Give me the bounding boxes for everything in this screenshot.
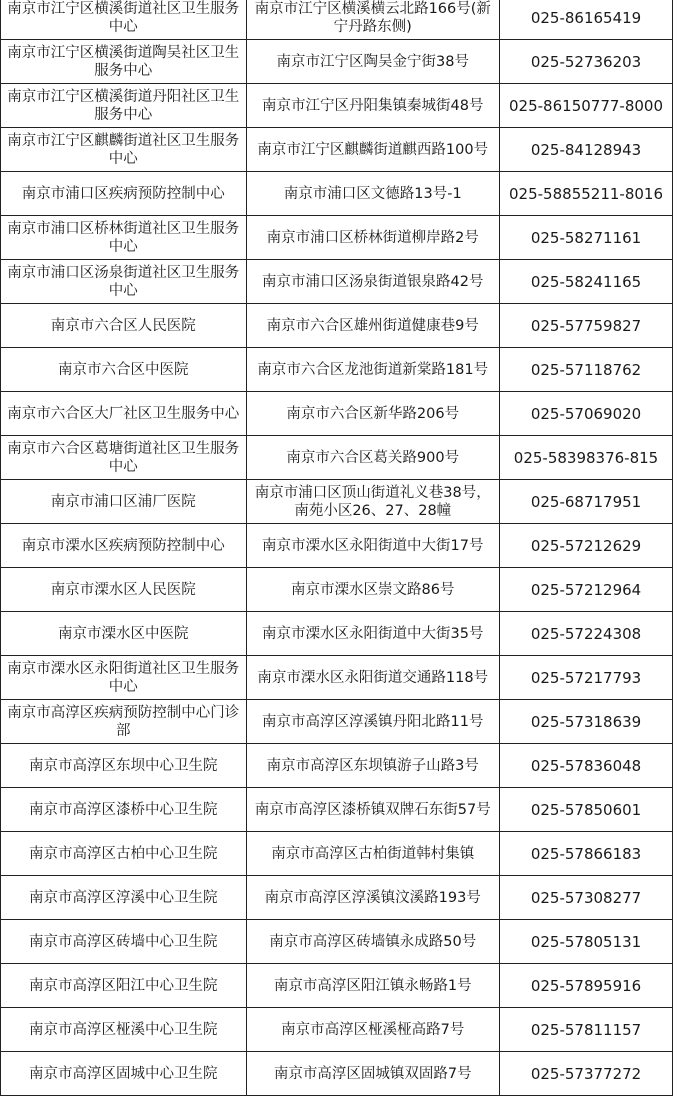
phone-cell: 025-57759827 <box>500 304 673 348</box>
facility-name-cell: 南京市高淳区砖墙中心卫生院 <box>1 920 247 964</box>
facility-name-cell: 南京市高淳区古柏中心卫生院 <box>1 832 247 876</box>
facility-name-cell: 南京市江宁区麒麟街道社区卫生服务中心 <box>1 128 247 172</box>
address-cell: 南京市高淳区淳溪镇丹阳北路11号 <box>246 700 500 744</box>
phone-cell: 025-68717951 <box>500 480 673 524</box>
phone-cell: 025-57118762 <box>500 348 673 392</box>
facility-name-cell: 南京市江宁区横溪街道社区卫生服务中心 <box>1 0 247 40</box>
facility-name-cell: 南京市六合区中医院 <box>1 348 247 392</box>
address-cell: 南京市江宁区横溪横云北路166号(新宁丹路东侧) <box>246 0 500 40</box>
table-body <box>1 0 673 1096</box>
phone-cell: 025-57377272 <box>500 1052 673 1096</box>
facility-name-cell: 南京市浦口区浦厂医院 <box>1 480 247 524</box>
address-cell: 南京市浦口区桥林街道柳岸路2号 <box>246 216 500 260</box>
phone-cell: 025-58241165 <box>500 260 673 304</box>
address-cell: 南京市溧水区永阳街道中大街35号 <box>246 612 500 656</box>
facility-name-cell: 南京市浦口区疾病预防控制中心 <box>1 172 247 216</box>
address-cell: 南京市高淳区东坝镇游子山路3号 <box>246 744 500 788</box>
address-cell: 南京市江宁区麒麟街道麒西路100号 <box>246 128 500 172</box>
table-row <box>1 216 673 260</box>
phone-cell: 025-57217793 <box>500 656 673 700</box>
phone-cell: 025-86150777-8000 <box>500 84 673 128</box>
phone-cell: 025-57805131 <box>500 920 673 964</box>
facility-name-cell: 南京市六合区人民医院 <box>1 304 247 348</box>
phone-cell: 025-86165419 <box>500 0 673 40</box>
phone-cell: 025-58271161 <box>500 216 673 260</box>
facility-name-cell: 南京市溧水区中医院 <box>1 612 247 656</box>
table-row <box>1 788 673 832</box>
phone-cell: 025-57069020 <box>500 392 673 436</box>
facility-name-cell: 南京市溧水区疾病预防控制中心 <box>1 524 247 568</box>
table-row <box>1 172 673 216</box>
phone-cell: 025-57318639 <box>500 700 673 744</box>
phone-cell: 025-57224308 <box>500 612 673 656</box>
address-cell: 南京市浦口区顶山街道礼义巷38号，南苑小区26、27、28幢 <box>246 480 500 524</box>
address-cell: 南京市高淳区漆桥镇双牌石东街57号 <box>246 788 500 832</box>
address-cell: 南京市高淳区砖墙镇永成路50号 <box>246 920 500 964</box>
phone-cell: 025-57895916 <box>500 964 673 1008</box>
phone-cell: 025-58398376-815 <box>500 436 673 480</box>
table-row <box>1 656 673 700</box>
address-cell: 南京市江宁区丹阳集镇秦城街48号 <box>246 84 500 128</box>
phone-cell: 025-57308277 <box>500 876 673 920</box>
facility-name-cell: 南京市浦口区汤泉街道社区卫生服务中心 <box>1 260 247 304</box>
phone-cell: 025-58855211-8016 <box>500 172 673 216</box>
phone-cell: 025-57836048 <box>500 744 673 788</box>
facility-name-cell: 南京市高淳区桠溪中心卫生院 <box>1 1008 247 1052</box>
table-row <box>1 920 673 964</box>
facility-name-cell: 南京市高淳区淳溪中心卫生院 <box>1 876 247 920</box>
table-row <box>1 40 673 84</box>
facility-name-cell: 南京市溧水区人民医院 <box>1 568 247 612</box>
table-row <box>1 392 673 436</box>
table-row <box>1 1008 673 1052</box>
address-cell: 南京市高淳区阳江镇永畅路1号 <box>246 964 500 1008</box>
facility-name-cell: 南京市高淳区疾病预防控制中心门诊部 <box>1 700 247 744</box>
address-cell: 南京市溧水区永阳街道中大街17号 <box>246 524 500 568</box>
address-cell: 南京市六合区新华路206号 <box>246 392 500 436</box>
table-row <box>1 700 673 744</box>
table-row <box>1 304 673 348</box>
phone-cell: 025-57811157 <box>500 1008 673 1052</box>
table-row <box>1 876 673 920</box>
address-cell: 南京市浦口区汤泉街道银泉路42号 <box>246 260 500 304</box>
phone-cell: 025-57212964 <box>500 568 673 612</box>
table-row <box>1 832 673 876</box>
address-cell: 南京市六合区龙池街道新棠路181号 <box>246 348 500 392</box>
table-row <box>1 524 673 568</box>
facility-name-cell: 南京市高淳区东坝中心卫生院 <box>1 744 247 788</box>
facility-name-cell: 南京市高淳区阳江中心卫生院 <box>1 964 247 1008</box>
facility-name-cell: 南京市六合区葛塘街道社区卫生服务中心 <box>1 436 247 480</box>
facility-name-cell: 南京市浦口区桥林街道社区卫生服务中心 <box>1 216 247 260</box>
phone-cell: 025-57212629 <box>500 524 673 568</box>
phone-cell: 025-57866183 <box>500 832 673 876</box>
phone-cell: 025-57850601 <box>500 788 673 832</box>
facility-name-cell: 南京市高淳区固城中心卫生院 <box>1 1052 247 1096</box>
table-row <box>1 348 673 392</box>
facility-name-cell: 南京市江宁区横溪街道丹阳社区卫生服务中心 <box>1 84 247 128</box>
table-row <box>1 744 673 788</box>
table-row <box>1 480 673 524</box>
table-row <box>1 0 673 40</box>
address-cell: 南京市高淳区古柏街道韩村集镇 <box>246 832 500 876</box>
address-cell: 南京市六合区雄州街道健康巷9号 <box>246 304 500 348</box>
address-cell: 南京市高淳区固城镇双固路7号 <box>246 1052 500 1096</box>
address-cell: 南京市溧水区永阳街道交通路118号 <box>246 656 500 700</box>
address-cell: 南京市溧水区崇文路86号 <box>246 568 500 612</box>
address-cell: 南京市高淳区淳溪镇汶溪路193号 <box>246 876 500 920</box>
table-row <box>1 84 673 128</box>
table-row <box>1 128 673 172</box>
address-cell: 南京市高淳区桠溪桠高路7号 <box>246 1008 500 1052</box>
facility-name-cell: 南京市六合区大厂社区卫生服务中心 <box>1 392 247 436</box>
facility-name-cell: 南京市高淳区漆桥中心卫生院 <box>1 788 247 832</box>
table-row <box>1 568 673 612</box>
address-cell: 南京市浦口区文德路13号-1 <box>246 172 500 216</box>
table-row <box>1 612 673 656</box>
phone-cell: 025-52736203 <box>500 40 673 84</box>
table-row <box>1 260 673 304</box>
table-row <box>1 436 673 480</box>
phone-cell: 025-84128943 <box>500 128 673 172</box>
facility-name-cell: 南京市江宁区横溪街道陶吴社区卫生服务中心 <box>1 40 247 84</box>
address-cell: 南京市江宁区陶吴金宁街38号 <box>246 40 500 84</box>
table-row <box>1 1052 673 1096</box>
facility-name-cell: 南京市溧水区永阳街道社区卫生服务中心 <box>1 656 247 700</box>
address-cell: 南京市六合区葛关路900号 <box>246 436 500 480</box>
table-row <box>1 964 673 1008</box>
